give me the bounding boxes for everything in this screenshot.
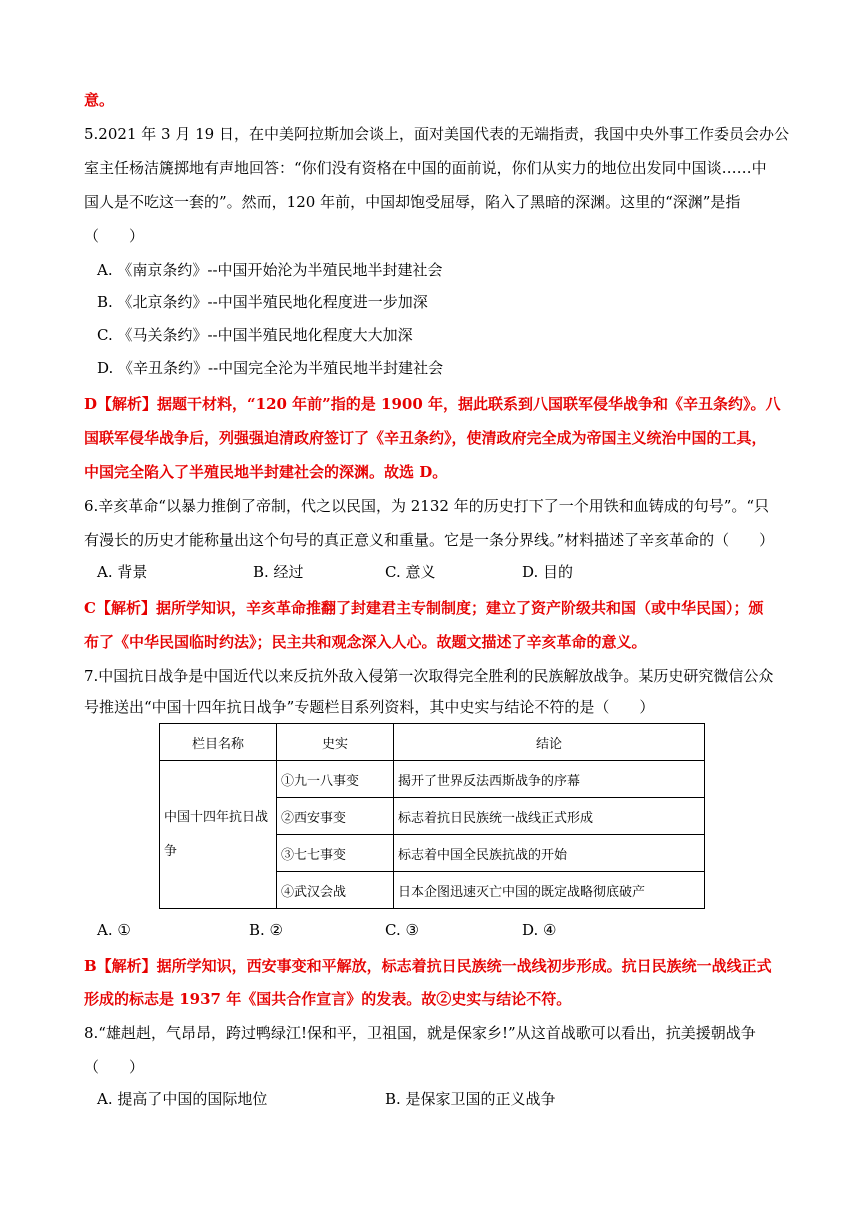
table-conclusion-cell: 标志着中国全民族抗战的开始 [394,835,705,872]
q8-stem-line-1: 8.“雄赳赳，气昂昂，跨过鸭绿江!保和平，卫祖国，就是保家乡!”从这首战歌可以看出，抗美援朝战争 [84,1024,756,1042]
q6-option-b: B. 经过 [253,563,304,581]
q7-option-c: C. ③ [385,921,419,939]
q6-option-c: C. 意义 [385,563,436,581]
q6-answer-line-1: C【解析】据所学知识，辛亥革命推翻了封建君主专制制度；建立了资产阶级共和国（或中华民国）；颁 [84,599,764,617]
q7-option-b: B. ② [249,921,284,939]
q8-option-b: B. 是保家卫国的正义战争 [385,1090,556,1108]
table-header-fact: 史实 [277,724,394,761]
q7-stem-line-2: 号推送出“中国十四年抗日战争”专题栏目系列资料，其中史实与结论不符的是（ ） [84,698,655,716]
q5-stem-line-1: 5.2021 年 3 月 19 日，在中美阿拉斯加会谈上，面对美国代表的无端指责，我国中央外事工作委员会办公 [84,125,789,143]
table-row [160,761,705,798]
q5-option-d: D. 《辛丑条约》--中国完全沦为半殖民地半封建社会 [97,359,444,377]
table-fact-cell: ①九一八事变 [277,761,394,798]
table-category-cell: 中国十四年抗日战争 [160,761,277,909]
q7-option-d: D. ④ [522,921,557,939]
prev-answer-end: 意。 [84,91,115,109]
q7-answer-line-2: 形成的标志是 1937 年《国共合作宣言》的发表。故②史实与结论不符。 [84,990,572,1008]
q5-answer-line-2: 国联军侵华战争后，列强强迫清政府签订了《辛丑条约》，使清政府完全成为帝国主义统治中国的工具， [84,429,767,447]
q5-stem-line-3: 国人是不吃这一套的”。然而，120 年前，中国却饱受屈辱，陷入了黑暗的深渊。这里的“深渊”是指 [84,193,741,211]
q7-answer-line-1: B【解析】据所学知识，西安事变和平解放，标志着抗日民族统一战线初步形成。抗日民族统一战线正式 [84,957,772,975]
q6-stem-line-1: 6.辛亥革命“以暴力推倒了帝制，代之以民国，为 2132 年的历史打下了一个用铁和血铸成的句号”。“只 [84,497,770,515]
q7-option-a: A. ① [97,921,131,939]
table-fact-cell: ②西安事变 [277,798,394,835]
table-fact-cell: ④武汉会战 [277,872,394,909]
table-header-column-name: 栏目名称 [160,724,277,761]
table-fact-cell: ③七七事变 [277,835,394,872]
q5-answer-line-1: D【解析】据题干材料，“120 年前”指的是 1900 年，据此联系到八国联军侵华战争和《辛丑条约》。八 [84,395,781,413]
q5-stem-line-4: （ ） [84,227,145,245]
q6-stem-line-2: 有漫长的历史才能称量出这个句号的真正意义和重量。它是一条分界线。”材料描述了辛亥革命的（ ） [84,531,775,549]
q5-answer-line-3: 中国完全陷入了半殖民地半封建社会的深渊。故选 D。 [84,463,448,481]
table-conclusion-cell: 标志着抗日民族统一战线正式形成 [394,798,705,835]
q6-option-a: A. 背景 [97,563,148,581]
war-facts-table [159,723,705,909]
q6-answer-line-2: 布了《中华民国临时约法》；民主共和观念深入人心。故题文描述了辛亥革命的意义。 [84,633,647,651]
table-conclusion-cell: 日本企图迅速灭亡中国的既定战略彻底破产 [394,872,705,909]
table-header-conclusion: 结论 [394,724,705,761]
table-header-row [160,724,705,761]
q5-option-c: C. 《马关条约》--中国半殖民地化程度大大加深 [97,326,413,344]
table-conclusion-cell: 揭开了世界反法西斯战争的序幕 [394,761,705,798]
q7-stem-line-1: 7.中国抗日战争是中国近代以来反抗外敌入侵第一次取得完全胜利的民族解放战争。某历史研究微信公众 [84,667,774,685]
q6-option-d: D. 目的 [522,563,574,581]
q8-option-a: A. 提高了中国的国际地位 [97,1090,268,1108]
q5-stem-line-2: 室主任杨洁篪掷地有声地回答：“你们没有资格在中国的面前说，你们从实力的地位出发同中国谈……中 [84,159,767,177]
q8-stem-line-2: （ ） [84,1058,145,1076]
q5-option-a: A. 《南京条约》--中国开始沦为半殖民地半封建社会 [97,261,443,279]
q5-option-b: B. 《北京条约》--中国半殖民地化程度进一步加深 [97,293,428,311]
